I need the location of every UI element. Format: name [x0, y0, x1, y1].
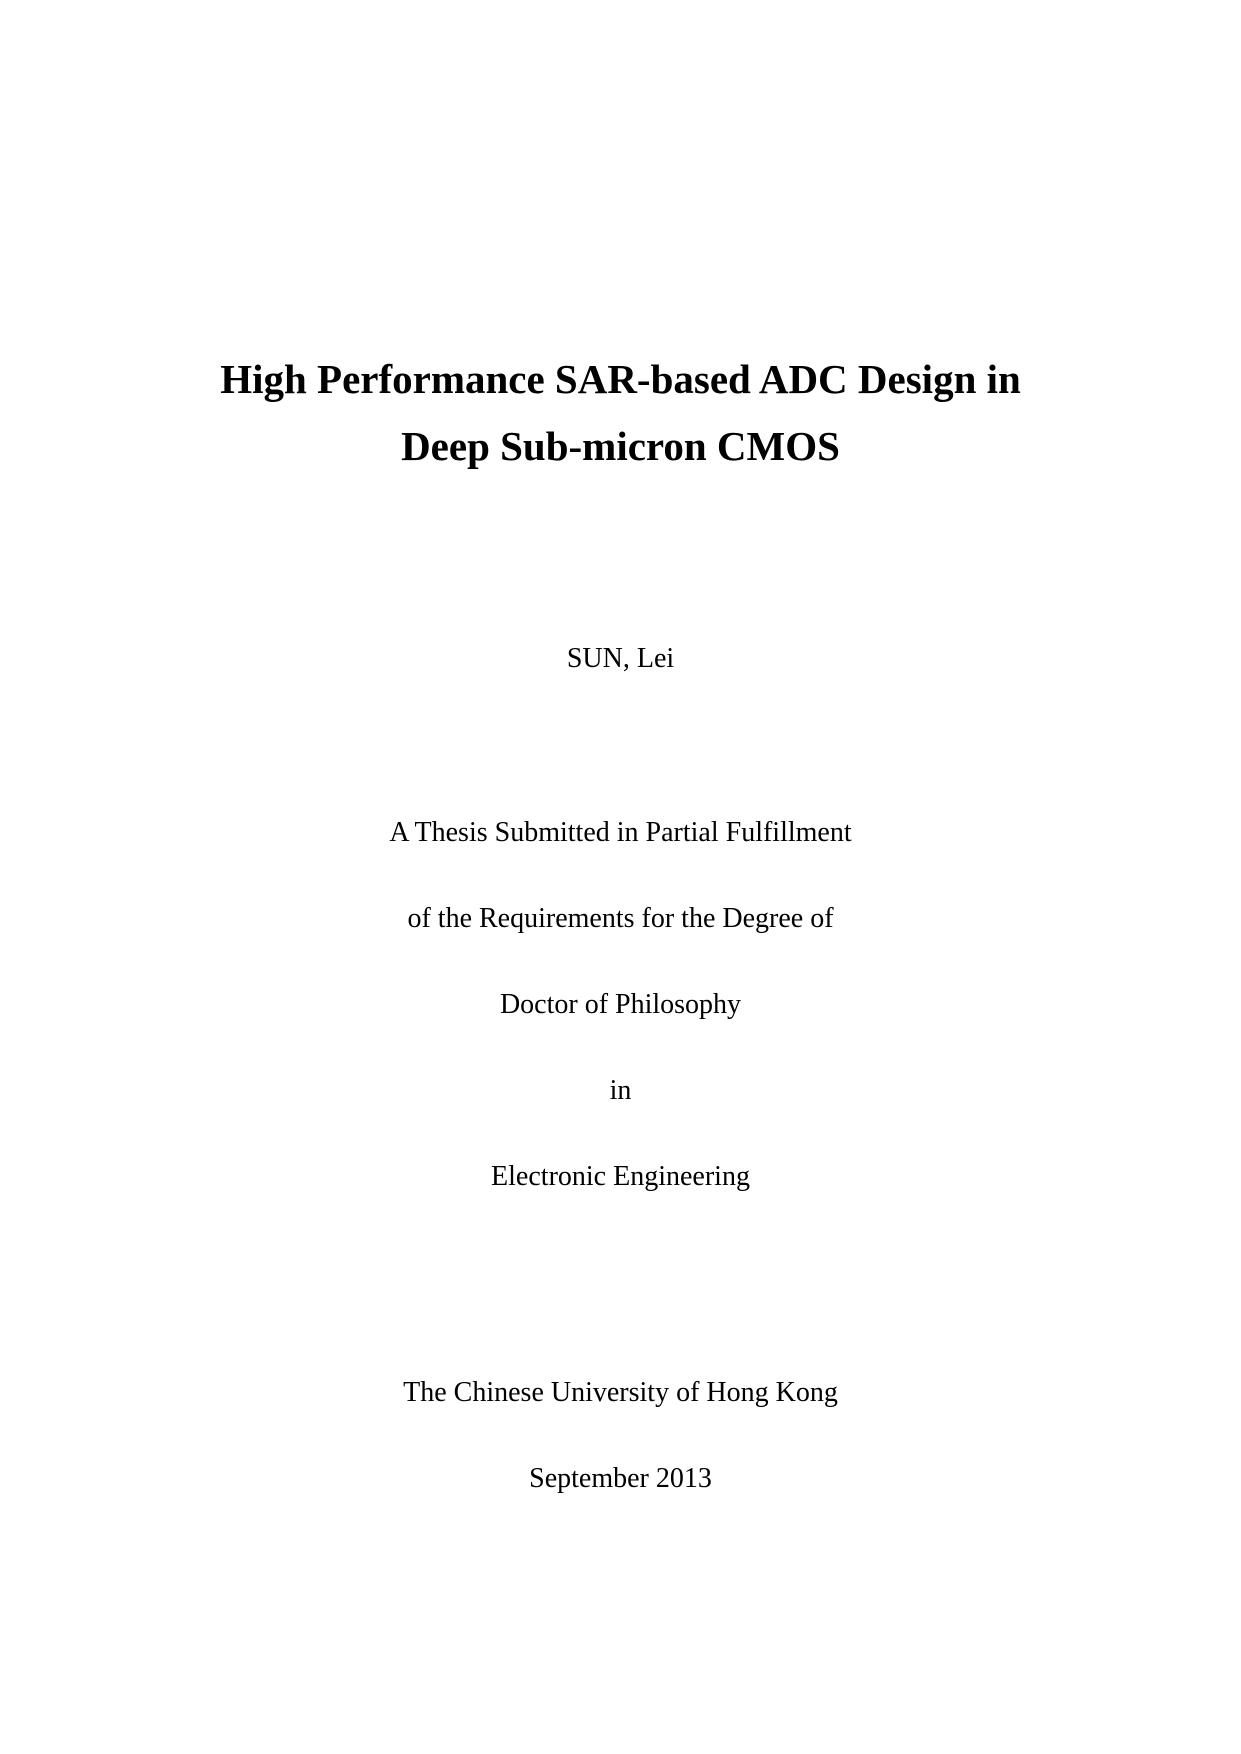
- degree-name: Doctor of Philosophy: [499, 989, 742, 1020]
- thesis-title-line-2: Deep Sub-micron CMOS: [401, 423, 840, 469]
- field-of-study: Electronic Engineering: [491, 1161, 750, 1192]
- submission-statement-line-1: A Thesis Submitted in Partial Fulfillment: [389, 817, 852, 848]
- institution-name: The Chinese University of Hong Kong: [403, 1377, 838, 1408]
- submission-date: September 2013: [529, 1463, 712, 1494]
- author-name: SUN, Lei: [566, 643, 675, 674]
- degree-connector: in: [609, 1075, 632, 1106]
- submission-statement-line-2: of the Requirements for the Degree of: [407, 903, 834, 934]
- thesis-title-line-1: High Performance SAR-based ADC Design in: [220, 356, 1021, 402]
